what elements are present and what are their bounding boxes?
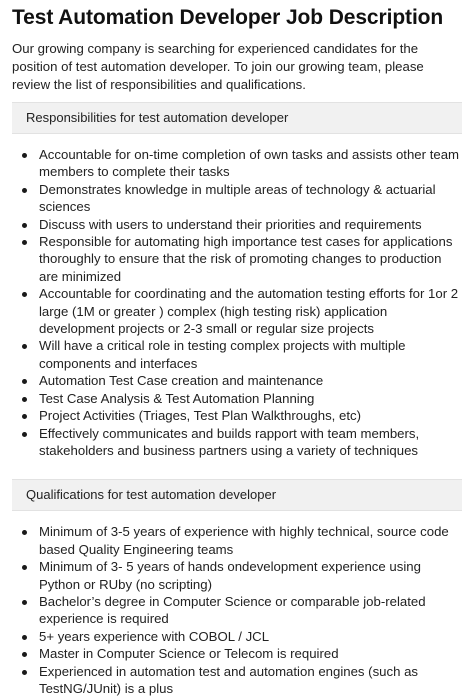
bullet-icon — [22, 397, 27, 402]
job-description-page — [12, 0, 462, 697]
list-item-text: Discuss with users to understand their priorities and requirements — [39, 216, 422, 232]
list-item — [12, 146, 462, 181]
list-item-text: Will have a critical role in testing complex projects with multiple components and interfaces — [39, 338, 406, 371]
list-item — [12, 407, 462, 424]
bullet-icon — [22, 344, 27, 349]
list-item — [12, 593, 462, 628]
list-item-text: Minimum of 3- 5 years of hands ondevelopment experience using Python or RUby (no scripting) — [39, 559, 421, 592]
qualifications-heading: Qualifications for test automation developer — [12, 479, 462, 511]
bullet-icon — [22, 432, 27, 437]
bullet-icon — [22, 379, 27, 384]
list-item-text: Bachelor’s degree in Computer Science or comparable job-related experience is required — [39, 593, 426, 627]
list-item — [12, 663, 462, 697]
list-item-text: Test Case Analysis & Test Automation Planning — [39, 390, 315, 406]
list-item — [12, 628, 462, 645]
list-item — [12, 558, 462, 593]
bullet-icon — [22, 565, 27, 570]
bullet-icon — [22, 240, 27, 245]
page-title: Test Automation Developer Job Description — [12, 6, 444, 29]
list-item-text: Demonstrates knowledge in multiple areas of technology & actuarial sciences — [39, 181, 436, 215]
list-item — [12, 372, 462, 389]
list-item — [12, 233, 462, 285]
list-item — [12, 390, 462, 407]
bullet-icon — [22, 414, 27, 419]
responsibilities-heading: Responsibilities for test automation developer — [12, 102, 462, 134]
list-item — [12, 216, 462, 233]
list-item — [12, 337, 462, 372]
bullet-icon — [22, 292, 27, 297]
list-item-text: Experienced in automation test and automation engines (such as TestNG/JUnit) is a plus — [39, 663, 419, 696]
qualifications-list — [12, 523, 462, 697]
list-item-text: Minimum of 3-5 years of experience with highly technical, source code based Quality Engineering teams — [39, 524, 449, 557]
bullet-icon — [22, 530, 27, 535]
bullet-icon — [22, 635, 27, 640]
bullet-icon — [22, 670, 27, 675]
bullet-icon — [22, 600, 27, 605]
list-item-text: Effectively communicates and builds rapport with team members, stakeholders and business partners using a variety of techniques — [39, 425, 420, 458]
list-item — [12, 425, 462, 460]
list-item-text: 5+ years experience with COBOL / JCL — [39, 628, 270, 644]
responsibilities-list — [12, 146, 462, 459]
list-item-text: Accountable for on-time completion of own tasks and assists other team members to complete their tasks — [39, 147, 460, 180]
list-item — [12, 181, 462, 216]
list-item-text: Automation Test Case creation and maintenance — [39, 373, 324, 389]
list-item — [12, 523, 462, 558]
list-item — [12, 285, 462, 337]
list-item-text: Accountable for coordinating and the automation testing efforts for 1or 2 large (1M or greater ) complex (high testing risk) application development projects or 2-3 small or regular size projects — [39, 286, 459, 337]
bullet-icon — [22, 153, 27, 158]
list-item — [12, 645, 462, 662]
bullet-icon — [22, 188, 27, 193]
list-item-text: Master in Computer Science or Telecom is required — [39, 646, 339, 662]
list-item-text: Project Activities (Triages, Test Plan Walkthroughs, etc) — [39, 408, 361, 424]
intro-paragraph: Our growing company is searching for experienced candidates for the position of test automation developer. To join our growing team, please review the list of responsibilities and qualifications. — [12, 41, 424, 92]
bullet-icon — [22, 223, 27, 228]
bullet-icon — [22, 652, 27, 657]
list-item-text: Responsible for automating high importance test cases for applications thoroughly to ensure that the risk of promoting changes to production are minimized — [39, 234, 453, 284]
